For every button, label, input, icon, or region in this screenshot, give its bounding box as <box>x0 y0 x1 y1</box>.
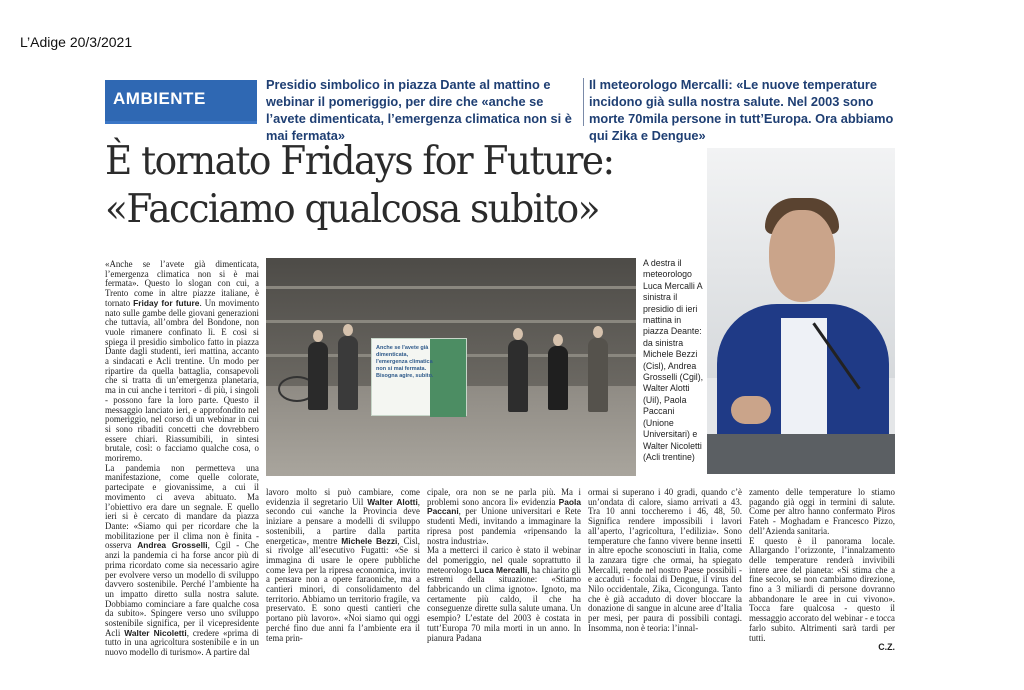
headline-line-1: È tornato Fridays for Future: <box>105 139 614 184</box>
bold-name: Walter Alotti <box>367 496 418 507</box>
portrait-photo-mercalli <box>707 148 895 474</box>
protest-banner <box>371 338 467 416</box>
paragraph: zamento delle temperature lo stiamo pagando già oggi in termini di salute. Come per altro hanno confermato Piros Fateh - Moghadam e Francesco Pizzo, dell’Azienda sanitaria. <box>749 487 895 536</box>
kicker-left: Presidio simbolico in piazza Dante al mattino e webinar il pomeriggio, per dire che «anche se l’avete dimenticata, l’emergenza climatica non si è mai fermata» <box>266 77 572 143</box>
bold-name: Andrea Grosselli <box>137 540 208 551</box>
paragraph: lavoro molto si può cambiare, come evidenzia il segretario Uil Walter Alotti, secondo cui «anche la Provincia deve iniziare a pensare a modelli di sviluppo sostenibili, a partire dalla partita energetica», mentre Michele Bezzi, Cisl, si rivolge all’esecutivo Fugatti: «Se si immagina di usare le opere pubbliche come leva per la ripresa economica, invito a pensare non a opere faraoniche, ma a cantieri minori, di consolidamento del territorio. Abbiamo un territorio fragile, va preservato. E sono questi cantieri che portano più lavoro». «Noi siamo qui oggi perché fino due anni fa l’ambiente era il tema prin- <box>266 487 420 643</box>
headline-line-2: «Facciamo qualcosa subito» <box>105 187 599 232</box>
kicker-divider <box>583 78 584 126</box>
kicker-right: Il meteorologo Mercalli: «Le nuove temperature incidono già sulla nostra salute. Nel 2003 sono morte 70mila persone in tutt’Europa. Ora abbiamo qui Zika e Dengue» <box>589 77 894 143</box>
headline <box>105 138 671 234</box>
paragraph: ormai si superano i 40 gradi, quando c’è un’ondata di calore, siamo arrivati a 43. Tra 10 anni toccheremo i 46, 48, 50. Significa rendere impossibili i lavori all’aperto, l’agricoltura, l’edilizia». Sono temperature che fanno vivere benne insetti in altre epoche sconosciuti in Italia, come la zanzara tigre che ormai, ha spiegato Mercalli, rende nel nostro Paese possibili - e accaduti - focolai di Dengue, il virus del Nilo occidentale, Zika, Cicongunga. Tanto che è già accaduto di dover bloccare la donazione di sangue in alcune aree d’Italia per mesi, per paura di possibili contagi. Insomma, non è teoria: l’innal- <box>588 487 742 633</box>
article-column-2 <box>266 488 420 643</box>
photo-caption: A destra il meteorologo Luca Mercalli A sinistra il presidio di ieri mattina in piazza Deante: da sinistra Michele Bezzi (Cisl), Andrea Grosselli (Cgil), Walter Alotti (Uil), Paola Paccani (Unione Universitari) e Walter Nicoletti (Acli trentine) <box>643 258 704 462</box>
bold-name: Michele Bezzi <box>341 535 398 546</box>
paragraph: «Anche se l’avete già dimenticata, l’emergenza climatica non si è mai fermata». Questo lo slogan con cui, a Trento come in altre piazze italiane, è tornato Friday for future. Un movimento nato sulle gambe delle giovani generazioni che tuttavia, all’ombra del Bondone, non vuole rimanere confinato lì. E così si spiega il presidio simbolico fatto in piazza Dante dagli studenti, ieri mattina, accanto a sindacati e Acli trentine. Un modo per ripartire da quella battaglia, consapevoli che si tratta di un’emergenza planetaria, ma in cui anche i territori - di più, i singoli - possono fare la loro parte. Questo il messaggio lanciato ieri, e approfondito nel pomeriggio, nel corso di un webinar in cui si sono ribaditi concetti che dovrebbero essere chiari. Riassumibili, in sintesi brutale, così: o facciamo qualche cosa, o moriremo. <box>105 259 260 464</box>
paragraph: La pandemia non permetteva una manifestazione, come quelle colorate, partecipate e giovanissime, a cui il movimento ci aveva abituato. Ma l’obiettivo era dare un segnale. E quello ieri si è cercato di mandare da piazza Dante: «Siamo qui per ricordare che la mobilitazione per il clima non è finita - osserva Andrea Grosselli, Cgil - Che anzi la pandemia ci ha forse ancor più di prima ricordato come sia necessario agire per evolvere verso un modello di sviluppo davvero sostenibile. Perché l’ambiente ha un impatto diretto sulla nostra salute. Dobbiamo cominciare a fare qualche cosa da subito». Spingere verso uno sviluppo sostenibile significa, per il vicepresidente Acli Walter Nicoletti, credere «prima di tutto in una agricoltura sostenibile e in un nuovo modello di turismo». A partire dal <box>105 462 259 658</box>
paragraph: E questo è il panorama locale. Allargando l’orizzonte, l’innalzamento delle temperature renderà invivibili intere aree del pianeta: «Si stima che a fine secolo, se non cambiamo direzione, fino a 3 miliardi di persone dovranno abbandonare le aree in cui vivono». Tocca fare qualcosa - questo il messaggio accorato del webinar - e tocca farlo subito. Altrimenti sarà tardi per tutti. <box>749 535 895 643</box>
bold-name: Paola Paccani <box>427 496 581 517</box>
protest-photo <box>266 258 636 476</box>
paragraph: cipale, ora non se ne parla più. Ma i problemi sono ancora lì» evidenzia Paola Paccani, per Unione universitari e Rete studenti Medi, invitando a immaginare la ripresa post pandemia «ripensando la nostra industria». <box>427 487 581 546</box>
article-column-3 <box>427 488 581 643</box>
article-column-1 <box>105 260 259 658</box>
newspaper-source: L’Adige 20/3/2021 <box>20 34 133 50</box>
section-label: AMBIENTE <box>113 89 206 108</box>
bold-name: Friday for future <box>133 297 200 308</box>
section-banner <box>105 80 257 124</box>
protest-banner-text: Anche se l'avete già dimenticata, l'emergenza climatica non si mai fermata. Bisogna agire, subito. <box>376 345 434 379</box>
author-signature: C.Z. <box>878 642 895 653</box>
bold-name: Luca Mercalli <box>474 564 528 575</box>
article-column-4 <box>588 488 742 634</box>
paragraph: Ma a metterci il carico è stato il webinar del pomeriggio, nel quale soprattutto il meteorologo Luca Mercalli, ha chiarito gli estremi della situazione: «Stiamo fabbricando un clima ignoto». Ignoto, ma certamente più caldo, il che ha conseguenze dirette sulla salute umana. Un esempio? L’estate del 2003 è costata in tutt’Europa 70 mila morti in un anno. In pianura Padana <box>427 545 581 643</box>
bold-name: Walter Nicoletti <box>124 627 187 638</box>
article-column-5 <box>749 488 895 653</box>
